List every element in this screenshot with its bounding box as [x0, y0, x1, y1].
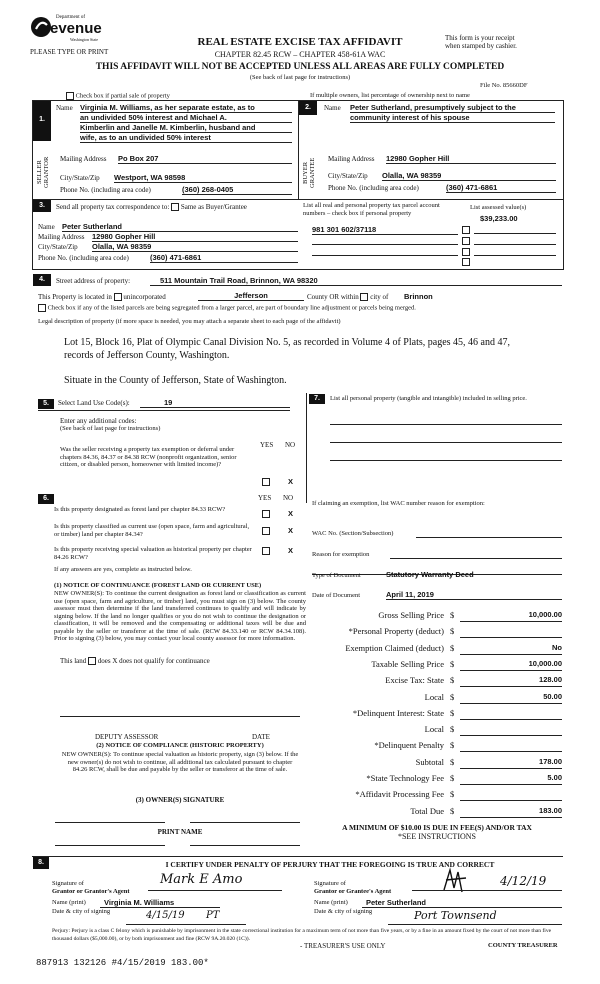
- form-warning: THIS AFFIDAVIT WILL NOT BE ACCEPTED UNLESS ALL AREAS ARE FULLY COMPLETED: [95, 62, 505, 72]
- divider: [32, 856, 563, 857]
- tax-row-value[interactable]: [460, 708, 562, 720]
- county-treasurer: COUNTY TREASURER: [488, 942, 558, 949]
- land-use-code[interactable]: 19: [140, 398, 290, 408]
- current-use-yes-checkbox[interactable]: [262, 527, 270, 535]
- legal-description: Lot 15, Block 16, Plat of Olympic Canal Division No. 5, as recorded in Volume 4 of Plats, pages 45, 46 and 47, records of Jefferson County, Washington. Situate in the County of Jefferson, State of Washington.: [64, 337, 510, 386]
- tax-row-value[interactable]: [460, 724, 562, 736]
- unincorporated-checkbox[interactable]: [114, 293, 122, 301]
- print-name-line[interactable]: [55, 845, 165, 846]
- yes-label: YES: [258, 494, 272, 502]
- parcel-rows: [312, 224, 557, 268]
- forest-question: Is this property designated as forest land per chapter 84.33 RCW?: [54, 506, 226, 513]
- partial-sale-checkbox[interactable]: [66, 92, 74, 100]
- doc-date[interactable]: April 11, 2019: [386, 590, 562, 600]
- parcel-label: List all real and personal property tax parcel account numbers – check box if personal property: [303, 202, 440, 217]
- dollar-sign: $: [450, 626, 455, 637]
- corr-phone-label: Phone No. (including area code): [38, 254, 129, 262]
- current-use-question: Is this property classified as current use (open space, farm and agricultural, or timber) land per chapter 84.34?: [54, 523, 250, 538]
- multiple-owners-note: If multiple owners, list percentage of ownership next to name: [310, 92, 470, 99]
- corr-city-label: City/State/Zip: [38, 243, 78, 251]
- logo-state: Washington State: [70, 37, 99, 42]
- certify-statement: I CERTIFY UNDER PENALTY OF PERJURY THAT THE FOREGOING IS TRUE AND CORRECT: [165, 860, 495, 869]
- no-label: NO: [283, 494, 294, 502]
- section-number: 5.: [38, 399, 54, 409]
- grantee-city[interactable]: Olalla, WA 98359: [382, 171, 556, 181]
- reason-label: Reason for exemption: [312, 551, 370, 558]
- personal-property-line[interactable]: [330, 460, 562, 461]
- does-qualify-checkbox[interactable]: [88, 657, 96, 665]
- section-number: 1.: [33, 101, 51, 141]
- grantee-mail-label: Mailing Address: [328, 155, 375, 163]
- tax-row: [310, 789, 562, 803]
- section-number: 4.: [33, 274, 51, 286]
- assessor-sig-line[interactable]: [60, 716, 300, 717]
- street-label: Street address of property:: [56, 277, 131, 285]
- grantor-sig-line: [148, 890, 282, 891]
- tax-table: [310, 610, 562, 830]
- personal-property-checkbox[interactable]: [462, 237, 470, 245]
- dollar-sign: $: [450, 756, 455, 767]
- doc-type-label: Type of Document: [312, 572, 361, 579]
- section-number: 3.: [33, 200, 51, 212]
- print-name-line[interactable]: [190, 845, 300, 846]
- print-name-label: PRINT NAME: [157, 828, 203, 836]
- tax-row-label: Local: [424, 691, 444, 702]
- tax-row: [310, 675, 562, 689]
- tax-row-value[interactable]: [460, 626, 562, 638]
- exemption-question: Was the seller receiving a property tax exemption or deferral under chapters 84.36, 84.37 or 84.38 RCW (nonprofit organization, senior citizen, or disabled person, homeowner with limited income)?: [60, 446, 237, 468]
- tax-row: [310, 806, 562, 820]
- cashier-stamp: 887913 132126 #4/15/2019 183.00*: [36, 958, 209, 968]
- buyer-grantee-label: BUYER GRANTEE: [302, 157, 316, 188]
- tax-row: [310, 659, 562, 673]
- please-type: PLEASE TYPE OR PRINT: [30, 48, 109, 56]
- tax-row-value[interactable]: No: [460, 643, 562, 655]
- grantor-mail-label: Mailing Address: [60, 155, 107, 163]
- notice-compliance-title: (2) NOTICE OF COMPLIANCE (HISTORIC PROPERTY): [96, 742, 264, 749]
- corr-phone[interactable]: (360) 471-6861: [150, 253, 298, 263]
- grantee-name-print-label: Name (print): [314, 899, 348, 906]
- tax-row: [310, 610, 562, 624]
- personal-property-checkbox[interactable]: [462, 258, 470, 266]
- dollar-sign: $: [450, 691, 455, 702]
- form-title: REAL ESTATE EXCISE TAX AFFIDAVIT: [197, 36, 403, 48]
- file-no: File No. 85660DF: [480, 82, 528, 89]
- if-yes-note: If any answers are yes, complete as instructed below.: [54, 566, 192, 573]
- grantee-sig-line: [412, 890, 562, 891]
- tax-row-label: *State Technology Fee: [366, 773, 444, 783]
- tax-row: [310, 708, 562, 722]
- personal-property-label: List all personal property (tangible and intangible) included in selling price.: [330, 395, 527, 402]
- land-use-label: Select Land Use Code(s):: [58, 399, 130, 407]
- grantor-city[interactable]: Westport, WA 98598: [114, 173, 292, 183]
- logo: [30, 14, 100, 44]
- dollar-sign: $: [450, 773, 455, 783]
- wac-input[interactable]: [416, 537, 562, 538]
- grantor-city-label: City/State/Zip: [60, 174, 100, 182]
- tax-row-value[interactable]: 10,000.00: [460, 610, 562, 622]
- forest-yes-checkbox[interactable]: [262, 510, 270, 518]
- grantor-name-label: Name: [56, 104, 73, 112]
- owner-signature-label: (3) OWNER(S) SIGNATURE: [135, 796, 225, 804]
- section-number: 6.: [38, 494, 54, 504]
- treasurer-use: - TREASURER'S USE ONLY: [300, 942, 386, 950]
- historic-no-answer[interactable]: X: [288, 546, 294, 555]
- notice-compliance-body: NEW OWNER(S): To continue special valuation as historic property, sign (3) below. If the new owner(s) do not wish to continue, all additional tax calculated pursuant to chapter 84.26 RCW, shall be due and payable by the seller or transferor at the time of sale.: [61, 751, 299, 773]
- grantee-name-print[interactable]: Peter Sutherland: [362, 898, 562, 908]
- grantor-sig-label: Signature of Grantor or Grantor's Agent: [52, 880, 130, 895]
- personal-property-line[interactable]: [330, 442, 562, 443]
- grantor-name-print-label: Name (print): [52, 899, 86, 906]
- see-instructions: *SEE INSTRUCTIONS: [397, 832, 476, 841]
- tax-row: [310, 724, 562, 738]
- tax-row-label: Local: [424, 724, 444, 735]
- tax-row-label: Excise Tax: State: [385, 675, 444, 686]
- additional-codes: Enter any additional codes:: [60, 417, 137, 425]
- tax-row-value[interactable]: 5.00: [460, 773, 562, 785]
- grantee-city-label: City/State/Zip: [328, 172, 368, 180]
- corr-name[interactable]: Peter Sutherland: [62, 222, 298, 232]
- seller-grantor-label: SELLER GRANTOR: [36, 156, 50, 189]
- tax-row-label: Taxable Selling Price: [371, 658, 444, 669]
- no-label: NO: [285, 441, 296, 449]
- assessed-value[interactable]: $39,233.00: [480, 214, 518, 223]
- grantee-sig-label: Signature of Grantor or Grantee's Agent: [314, 880, 392, 895]
- partial-sale-row: Check box if partial sale of property: [66, 92, 170, 100]
- doc-date-label: Date of Document: [312, 592, 361, 599]
- deputy-assessor: DEPUTY ASSESSOR: [95, 733, 159, 741]
- tax-row-label: Exemption Claimed (deduct): [345, 642, 444, 653]
- correspondence-label: Send all property tax correspondence to: Same as Buyer/Grantee: [56, 203, 247, 211]
- tax-row-value[interactable]: [460, 740, 562, 752]
- tax-row-value[interactable]: 50.00: [460, 692, 562, 704]
- grantor-name-print[interactable]: Virginia M. Williams: [100, 898, 220, 908]
- grantee-phone-label: Phone No. (including area code): [328, 184, 419, 192]
- notice-continuance-body: NEW OWNER(S): To continue the current designation as forest land or classification as current use (open space, farm and agriculture, or timber) land, you must sign on (3) below. The county assessor must then determine if the land transferred continues to qualify and will indicate by signing below. If the land no longer qualifies or you do not wish to continue the designation or classification, it will be removed and the compensating or additional taxes will be due and payable by the seller or transferor at the time of sale. (RCW 84.33.140 or RCW 84.34.108). Prior to signing (3) below, you may contact your local county assessor for more information.: [54, 590, 306, 642]
- dollar-sign: $: [450, 707, 455, 718]
- grantee-name-label: Name: [324, 104, 341, 112]
- corr-city[interactable]: Olalla, WA 98359: [92, 242, 298, 252]
- dollar-sign: $: [450, 805, 455, 816]
- county-name[interactable]: Jefferson: [198, 291, 304, 301]
- tax-row-value[interactable]: 128.00: [460, 675, 562, 687]
- grantor-signature[interactable]: Mark E Amo: [160, 872, 243, 887]
- dollar-sign: $: [450, 658, 455, 669]
- city-checkbox[interactable]: [360, 293, 368, 301]
- tax-row-label: *Personal Property (deduct): [348, 626, 444, 637]
- owner-sig-line[interactable]: [190, 822, 300, 823]
- tax-row: [310, 757, 562, 771]
- dollar-sign: $: [450, 642, 455, 653]
- grantor-date-label: Date & city of signing: [52, 908, 111, 915]
- grantee-sig-date[interactable]: 4/12/19: [500, 874, 547, 888]
- form-chapter: CHAPTER 82.45 RCW – CHAPTER 458-61A WAC: [214, 50, 386, 59]
- grantee-phone[interactable]: (360) 471-6861: [446, 183, 556, 193]
- wac-label: WAC No. (Section/Subsection): [312, 530, 394, 537]
- grantee-mail[interactable]: 12980 Gopher Hill: [386, 154, 556, 164]
- assessed-label: List assessed value(s): [470, 204, 527, 211]
- exemption-claim-label: If claiming an exemption, list WAC number reason for exemption:: [312, 500, 485, 507]
- tax-row: [310, 692, 562, 706]
- current-use-no-answer[interactable]: X: [288, 526, 294, 535]
- section-number: 7.: [309, 394, 325, 404]
- dollar-sign: $: [450, 740, 455, 751]
- personal-property-line[interactable]: [330, 424, 562, 425]
- grantee-signature-icon[interactable]: [440, 866, 470, 896]
- tax-row-label: *Delinquent Penalty: [374, 740, 444, 751]
- personal-property-checkbox[interactable]: [462, 248, 470, 256]
- owner-sig-line[interactable]: [55, 822, 165, 823]
- corr-mail-label: Mailing Address: [38, 233, 85, 241]
- yes-label: YES: [260, 441, 274, 449]
- grantor-date-city[interactable]: 4/15/19 PT: [126, 914, 246, 925]
- divider: [38, 410, 290, 411]
- section-number: 8.: [33, 857, 49, 869]
- perjury-note: Perjury: Perjury is a class C felony which is punishable by imprisonment in the state correctional institution for a maximum term of not more than five years, or by a fine in an amount fixed by the court of not more than five thousand dollars ($5,000.00), or by both imprisonment and fine (RCW 9A.20.020 (1C)).: [52, 928, 552, 942]
- grantee-date-label: Date & city of signing: [314, 908, 373, 915]
- corr-name-label: Name: [38, 223, 55, 231]
- segregated-row: Check box if any of the listed parcels are being segregated from a larger parcel, are part of boundary line adjustment or parcels being merged.: [38, 304, 562, 312]
- dollar-sign: $: [450, 724, 455, 735]
- city-name[interactable]: Brinnon: [404, 292, 433, 301]
- grantor-name[interactable]: Virginia M. Williams, as her separate estate, as to an undivided 50% interest and Michael A. Kimberlin and Janelle M. Kimberlin, husband and wife, as to an undivided 50% interest: [80, 103, 292, 143]
- dollar-sign: $: [450, 610, 455, 620]
- logo-text: evenue: [50, 20, 102, 37]
- divider: [306, 393, 307, 503]
- divider: [298, 100, 299, 200]
- minimum-due: A MINIMUM OF $10.00 IS DUE IN FEE(S) AND/OR TAX: [342, 823, 532, 832]
- tax-row-label: Subtotal: [415, 756, 444, 767]
- located-row: This Property is located in unincorporated: [38, 293, 166, 301]
- tax-row: [310, 626, 562, 640]
- tax-row-value[interactable]: 178.00: [460, 757, 562, 769]
- tax-row-label: *Delinquent Interest: State: [352, 707, 444, 718]
- grantee-name[interactable]: Peter Sutherland, presumptively subject to the community interest of his spouse: [350, 103, 555, 123]
- exemption-yes-checkbox[interactable]: [262, 478, 270, 486]
- street-address[interactable]: 511 Mountain Trail Road, Brinnon, WA 98320: [150, 276, 562, 286]
- revenue-logo-icon: [30, 16, 52, 38]
- dollar-sign: $: [450, 675, 455, 686]
- see-back: (See back of last page for instructions): [249, 74, 351, 81]
- this-land-row: This land does X does not qualify for continuance: [60, 657, 210, 665]
- tax-row-label: Total Due: [410, 805, 444, 816]
- logo-dept: Department of: [56, 15, 86, 20]
- divider: [32, 199, 563, 200]
- tax-row: [310, 740, 562, 754]
- tax-row: [310, 773, 562, 787]
- corr-mail[interactable]: 12980 Gopher Hill: [92, 232, 298, 242]
- historic-yes-checkbox[interactable]: [262, 547, 270, 555]
- additional-see-back: (See back of last page for instructions): [60, 425, 161, 432]
- grantee-date-city[interactable]: Port Townsend: [388, 914, 562, 925]
- personal-property-checkbox[interactable]: [462, 226, 470, 234]
- county-or: County OR within city of: [307, 293, 389, 301]
- tax-row-value[interactable]: 183.00: [460, 806, 562, 818]
- receipt-note: This form is your receipt when stamped by cashier.: [445, 34, 517, 50]
- reason-input[interactable]: [390, 558, 562, 559]
- same-as-buyer-checkbox[interactable]: [171, 203, 179, 211]
- tax-row-label: Gross Selling Price: [378, 610, 444, 620]
- segregated-checkbox[interactable]: [38, 304, 46, 312]
- legal-label: Legal description of property (if more space is needed, you may attach a separate sheet to each page of the affidavit): [38, 318, 341, 325]
- grantor-phone[interactable]: (360) 268-0405: [182, 185, 292, 195]
- section-number: 2.: [299, 101, 317, 115]
- exemption-no-answer[interactable]: X: [288, 477, 294, 486]
- historic-question: Is this property receiving special valuation as historical property per chapter 84.26 RCW?: [54, 546, 252, 561]
- grantor-mail[interactable]: Po Box 207: [118, 154, 292, 164]
- tax-row-value[interactable]: 10,000.00: [460, 659, 562, 671]
- assessor-date: DATE: [252, 733, 270, 741]
- dollar-sign: $: [450, 789, 455, 800]
- grantor-phone-label: Phone No. (including area code): [60, 186, 151, 194]
- parcel-number[interactable]: 981 301 602/37118: [312, 225, 458, 235]
- tax-row: [310, 643, 562, 657]
- doc-type[interactable]: Statutory Warranty Deed: [386, 570, 474, 579]
- forest-no-answer[interactable]: X: [288, 509, 294, 518]
- tax-row-value[interactable]: [460, 789, 562, 801]
- notice-continuance-title: (1) NOTICE OF CONTINUANCE (FOREST LAND OR CURRENT USE): [54, 582, 262, 589]
- tax-row-label: *Affidavit Processing Fee: [355, 789, 444, 800]
